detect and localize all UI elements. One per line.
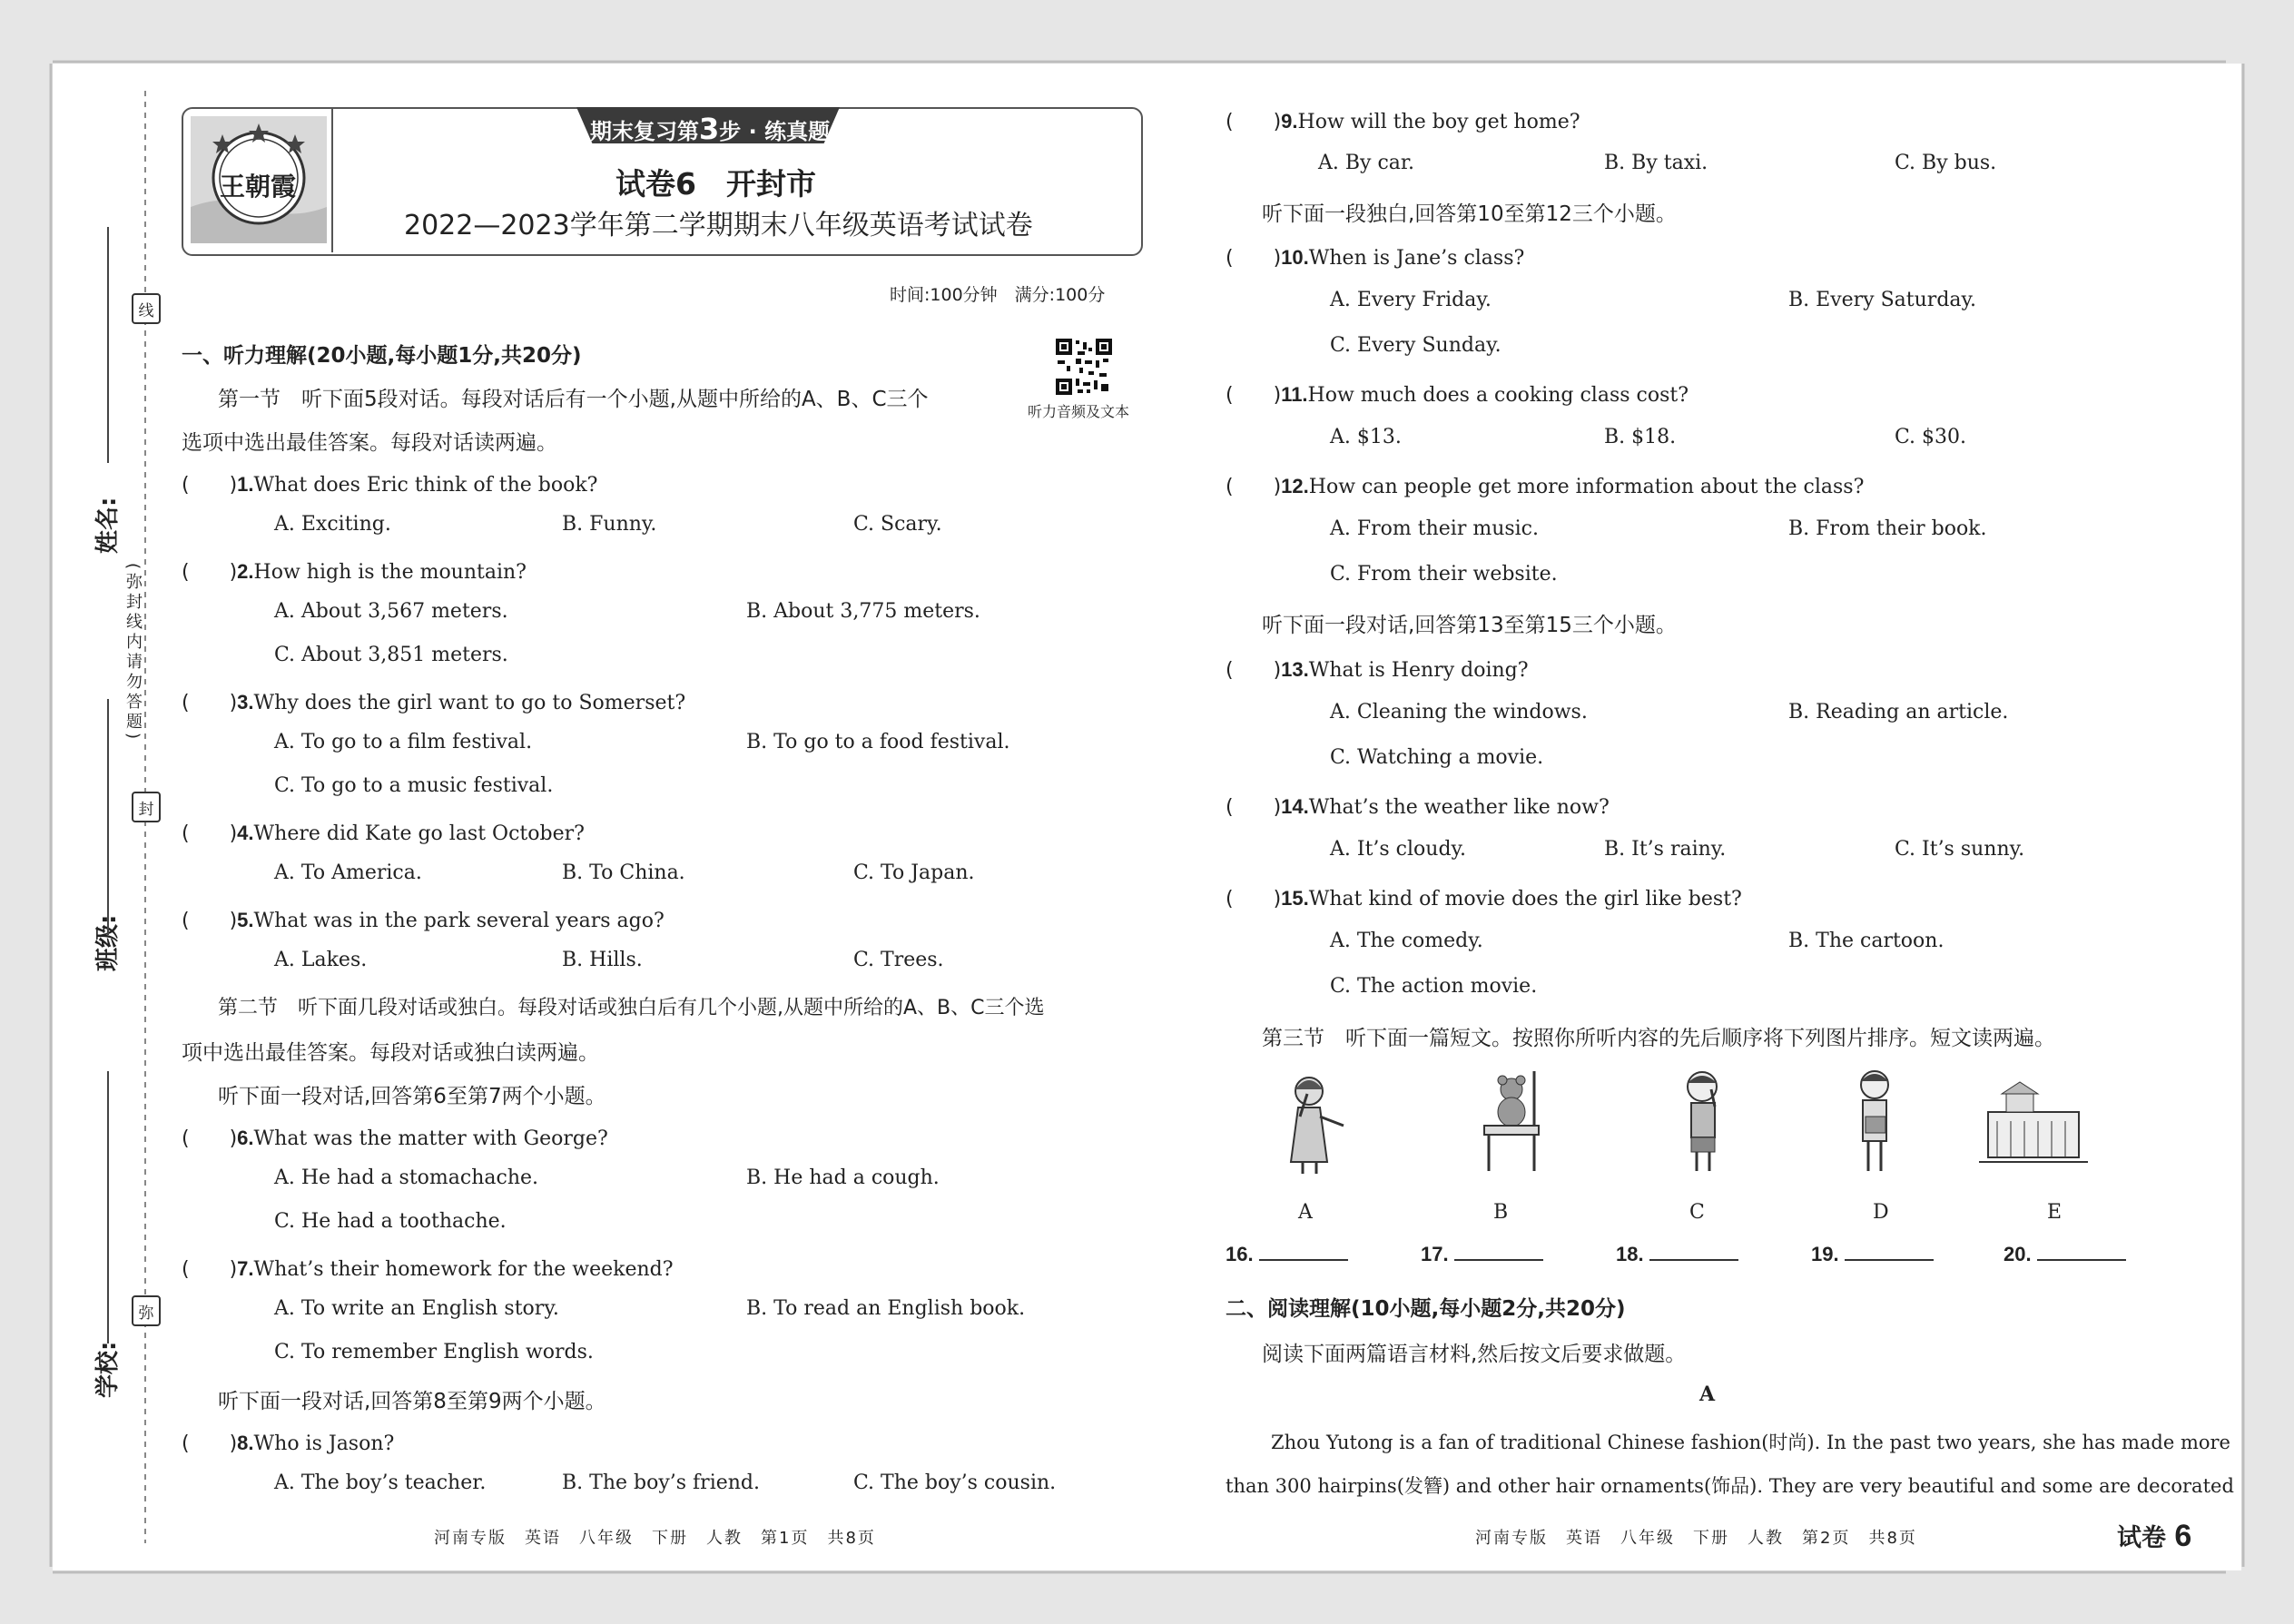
q9-option-a[interactable]: A. By car. [1318,152,1414,174]
picture-label-a: A [1298,1201,1313,1224]
answer-blank-19[interactable]: 19. [1811,1241,1934,1266]
q14-option-a[interactable]: A. It’s cloudy. [1330,838,1467,861]
q1-option-c[interactable]: C. Scary. [853,513,942,536]
question-7: ( ) 7. What’s their homework for the weekend? [182,1257,674,1281]
question-10: ( ) 10. When is Jane’s class? [1226,246,1525,270]
picture-label-b: B [1493,1201,1509,1224]
sec1-line2: 选项中选出最佳答案。每段对话读两遍。 [182,431,557,455]
question-11: ( ) 11. How much does a cooking class cost? [1226,383,1689,407]
q8-option-c[interactable]: C. The boy’s cousin. [853,1471,1057,1494]
q5-option-b[interactable]: B. Hills. [562,949,643,971]
q4-option-a[interactable]: A. To America. [274,861,422,884]
sec2-line2: 项中选出最佳答案。每段对话或独白读两遍。 [182,1041,599,1065]
q11-option-b[interactable]: B. $18. [1604,426,1677,448]
q15-option-b[interactable]: B. The cartoon. [1788,930,1944,952]
q6-option-b[interactable]: B. He had a cough. [746,1166,940,1189]
class-line [107,699,111,935]
name-label: 姓名: [94,497,122,554]
part1-heading: 一、听力理解(20小题,每小题1分,共20分) [182,344,582,368]
q11-option-c[interactable]: C. $30. [1895,426,1967,448]
sidebar-notice: (弥封线内请勿答题) [123,563,143,743]
right-page [1221,86,2234,1557]
q7-option-b[interactable]: B. To read an English book. [746,1297,1026,1320]
q7-option-a[interactable]: A. To write an English story. [274,1297,559,1320]
picture-label-d: D [1873,1201,1889,1224]
answer-blank-16[interactable]: 16. [1226,1241,1348,1266]
q10-option-a[interactable]: A. Every Friday. [1330,289,1492,311]
q6-option-a[interactable]: A. He had a stomachache. [274,1166,539,1189]
question-15: ( ) 15. What kind of movie does the girl like best? [1226,887,1742,910]
q13-option-b[interactable]: B. Reading an article. [1788,701,2009,723]
q11-option-a[interactable]: A. $13. [1330,426,1402,448]
q12-option-c[interactable]: C. From their website. [1330,563,1558,586]
school-line [107,1071,111,1343]
question-12: ( ) 12. How can people get more information about the class? [1226,475,1865,498]
paper-tag: 试卷 6 [2117,1519,2192,1553]
class-label: 班级: [94,914,122,971]
q14-option-c[interactable]: C. It’s sunny. [1895,838,2025,861]
q5-option-a[interactable]: A. Lakes. [274,949,368,971]
school-label: 学校: [94,1341,122,1398]
publisher-logo [191,116,327,243]
left-page [177,86,1144,1557]
q1-option-b[interactable]: B. Funny. [562,513,657,536]
seal-seal-mark: 封 [132,792,161,822]
instruction-13-15: 听下面一段对话,回答第13至第15三个小题。 [1262,614,1677,637]
time-info: 时间:100分钟 满分:100分 [890,285,1106,305]
q2-option-c[interactable]: C. About 3,851 meters. [274,644,508,666]
q10-option-b[interactable]: B. Every Saturday. [1788,289,1977,311]
q9-option-b[interactable]: B. By taxi. [1604,152,1708,174]
picture-label-e: E [2047,1201,2063,1224]
footer-right: 河南专版 英语 八年级 下册 人教 第2页 共8页 [1475,1529,1917,1548]
q14-option-b[interactable]: B. It’s rainy. [1604,838,1727,861]
banner-text: 期末复习第3步 · 练真题 [590,112,831,146]
q7-option-c[interactable]: C. To remember English words. [274,1341,594,1363]
q12-option-a[interactable]: A. From their music. [1330,517,1540,540]
passage-line-1: Zhou Yutong is a fan of traditional Chinese fashion(时尚). In the past two years, she has made more [1271,1432,2230,1453]
q8-option-b[interactable]: B. The boy’s friend. [562,1471,761,1494]
q9-option-c[interactable]: C. By bus. [1895,152,1997,174]
q8-option-a[interactable]: A. The boy’s teacher. [274,1471,487,1494]
picture-b-teddy-chair [1475,1071,1548,1176]
question-4: ( ) 4. Where did Kate go last October? [182,822,585,845]
logo-text: 王朝霞 [220,172,297,202]
part2-heading: 二、阅读理解(10小题,每小题2分,共20分) [1226,1297,1626,1321]
question-13: ( ) 13. What is Henry doing? [1226,658,1529,682]
picture-label-c: C [1689,1201,1705,1224]
q15-option-a[interactable]: A. The comedy. [1330,930,1483,952]
sec3-instruction: 第三节 听下面一篇短文。按照你所听内容的先后顺序将下列图片排序。短文读两遍。 [1262,1027,2055,1050]
answer-blank-18[interactable]: 18. [1616,1241,1738,1266]
name-line [107,227,111,463]
instruction-8-9: 听下面一段对话,回答第8至第9两个小题。 [218,1390,606,1413]
q1-option-a[interactable]: A. Exciting. [274,513,391,536]
question-1: ( ) 1. What does Eric think of the book? [182,473,598,497]
seal-line-mark: 线 [132,293,161,324]
picture-c-boy [1668,1067,1740,1176]
question-8: ( ) 8. Who is Jason? [182,1432,395,1455]
sec1-line1: 第一节 听下面5段对话。每段对话后有一个小题,从题中所给的A、B、C三个 [218,388,929,411]
question-14: ( ) 14. What’s the weather like now? [1226,795,1610,819]
q2-option-a[interactable]: A. About 3,567 meters. [274,600,508,623]
question-3: ( ) 3. Why does the girl want to go to Somerset? [182,691,686,714]
q15-option-c[interactable]: C. The action movie. [1330,975,1538,998]
q13-option-a[interactable]: A. Cleaning the windows. [1330,701,1588,723]
q4-option-b[interactable]: B. To China. [562,861,685,884]
instruction-6-7: 听下面一段对话,回答第6至第7两个小题。 [218,1085,606,1108]
answer-blank-20[interactable]: 20. [2004,1241,2126,1266]
instruction-10-12: 听下面一段独白,回答第10至第12三个小题。 [1262,202,1677,226]
question-9: ( ) 9. How will the boy get home? [1226,110,1580,133]
passage-label: A [1699,1383,1716,1406]
picture-a-girl-phone [1271,1071,1353,1176]
q2-option-b[interactable]: B. About 3,775 meters. [746,600,980,623]
part2-intro: 阅读下面两篇语言材料,然后按文后要求做题。 [1262,1343,1687,1366]
exam-subtitle: 2022—2023学年第二学期期末八年级英语考试试卷 [404,210,1033,241]
qr-caption: 听力音频及文本 [1028,403,1130,420]
seal-mi-mark: 弥 [132,1295,161,1326]
q3-option-c[interactable]: C. To go to a music festival. [274,774,554,797]
question-5: ( ) 5. What was in the park several years ago? [182,909,665,932]
question-6: ( ) 6. What was the matter with George? [182,1127,608,1150]
question-2: ( ) 2. How high is the mountain? [182,560,527,584]
q12-option-b[interactable]: B. From their book. [1788,517,1987,540]
q5-option-c[interactable]: C. Trees. [853,949,944,971]
title-divider [331,107,333,252]
picture-d-boy-gift [1838,1067,1911,1176]
answer-blank-17[interactable]: 17. [1421,1241,1543,1266]
picture-e-building [1979,1080,2088,1171]
sec2-line1: 第二节 听下面几段对话或独白。每段对话或独白后有几个小题,从题中所给的A、B、C三个选 [218,997,1045,1019]
passage-line-2: than 300 hairpins(发簪) and other hair ornaments(饰品). They are very beautiful and some are decorated [1226,1475,2234,1497]
qr-code[interactable] [1056,339,1110,393]
q13-option-c[interactable]: C. Watching a movie. [1330,746,1544,769]
q3-option-b[interactable]: B. To go to a food festival. [746,731,1010,753]
q10-option-c[interactable]: C. Every Sunday. [1330,334,1501,357]
q4-option-c[interactable]: C. To Japan. [853,861,975,884]
exam-title: 试卷6 开封市 [615,166,816,202]
q3-option-a[interactable]: A. To go to a film festival. [274,731,533,753]
footer-left: 河南专版 英语 八年级 下册 人教 第1页 共8页 [434,1529,876,1548]
q6-option-c[interactable]: C. He had a toothache. [274,1210,507,1233]
